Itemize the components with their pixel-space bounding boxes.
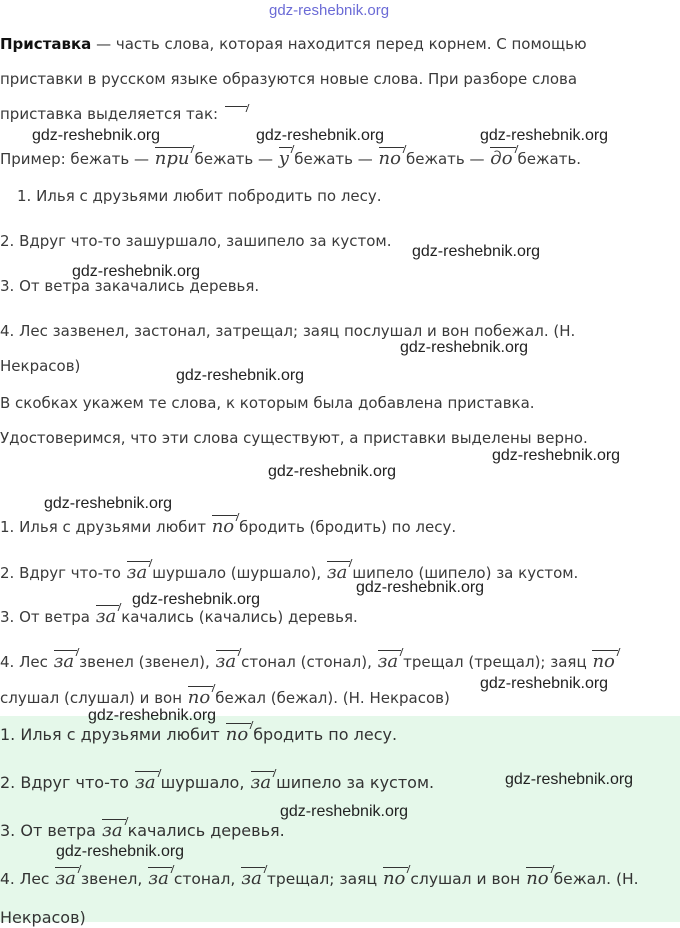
prefix: до <box>489 149 516 169</box>
intro-text-3: приставка выделяется так: <box>0 105 219 123</box>
text: звенел (звенел), <box>79 653 215 671</box>
intro-line-1 <box>0 34 587 54</box>
example-word: бежать. <box>517 150 582 168</box>
text: 4. Лес <box>0 870 55 888</box>
task-sentence-4: 4. Лес зазвенел, застонал, затрещал; заяц послушал и вон побежал. (Н. <box>0 322 576 340</box>
prefix: у <box>278 149 293 169</box>
final-sentence-2 <box>0 773 434 793</box>
example-line <box>0 149 581 169</box>
watermark: gdz-reshebnik.org <box>132 591 261 608</box>
watermark[interactable]: gdz-reshebnik.org <box>269 2 390 19</box>
text: 1. Илья с друзьями любит <box>0 518 211 536</box>
prefix: за <box>101 821 127 841</box>
explanation-line-1: В скобках укажем те слова, к которым была добавлена приставка. <box>0 394 535 412</box>
prefix: за <box>215 652 241 672</box>
text: слушал (слушал) и вон <box>0 689 187 707</box>
prefix: по <box>225 725 252 745</box>
text: стонал (стонал), <box>241 653 377 671</box>
final-sentence-3 <box>0 821 285 841</box>
prefix: за <box>250 773 276 793</box>
answer-sentence-4-cont <box>0 688 450 708</box>
prefix: за <box>240 869 266 889</box>
watermark: gdz-reshebnik.org <box>56 843 185 860</box>
prefix: по <box>591 652 618 672</box>
final-sentence-4 <box>0 869 639 889</box>
text: бежал (бежал). (Н. Некрасов) <box>215 689 450 707</box>
prefix: за <box>54 869 80 889</box>
prefix: по <box>211 517 238 537</box>
intro-line-3 <box>0 104 249 124</box>
text: шипело за кустом. <box>276 773 435 792</box>
final-sentence-4-cont: Некрасов) <box>0 908 86 927</box>
intro-line-2: приставки в русском языке образуются новые слова. При разборе слова <box>0 70 578 88</box>
watermark: gdz-reshebnik.org <box>280 803 409 820</box>
prefix: за <box>95 607 121 627</box>
prefix-mark-icon <box>223 104 249 118</box>
example-word: бежать — <box>194 150 278 168</box>
answer-sentence-3 <box>0 607 358 627</box>
watermark: gdz-reshebnik.org <box>32 127 161 144</box>
watermark: gdz-reshebnik.org <box>412 243 541 260</box>
answer-sentence-1 <box>0 517 456 537</box>
answer-sentence-4 <box>0 652 620 672</box>
prefix: по <box>187 688 214 708</box>
text: шуршало, <box>160 773 250 792</box>
intro-text: — часть слова, которая находится перед корнем. С помощью <box>91 35 587 53</box>
prefix: за <box>126 563 152 583</box>
text: 2. Вдруг что-то <box>0 564 126 582</box>
watermark: gdz-reshebnik.org <box>88 707 217 724</box>
watermark: gdz-reshebnik.org <box>400 339 529 356</box>
text: бродить (бродить) по лесу. <box>239 518 457 536</box>
text: стонал, <box>173 870 241 888</box>
watermark: gdz-reshebnik.org <box>480 675 609 692</box>
prefix: по <box>378 149 405 169</box>
text: 3. От ветра <box>0 821 101 840</box>
text: 3. От ветра <box>0 608 95 626</box>
explanation-line-2: Удостоверимся, что эти слова существуют, а приставки выделены верно. <box>0 429 588 447</box>
text: шипело (шипело) за кустом. <box>352 564 579 582</box>
prefix: за <box>326 563 352 583</box>
prefix: при <box>154 149 194 169</box>
task-sentence-2: 2. Вдруг что-то зашуршало, зашипело за кустом. <box>0 232 392 250</box>
watermark: gdz-reshebnik.org <box>356 579 485 596</box>
text: качались (качались) деревья. <box>121 608 358 626</box>
text: слушал и вон <box>410 870 526 888</box>
watermark: gdz-reshebnik.org <box>44 495 173 512</box>
watermark: gdz-reshebnik.org <box>505 771 634 788</box>
text: звенел, <box>80 870 148 888</box>
task-sentence-3: 3. От ветра закачались деревья. <box>0 277 260 295</box>
task-sentence-1: 1. Илья с друзьями любит побродить по лесу. <box>17 187 382 205</box>
text: трещал; заяц <box>266 870 382 888</box>
prefix: за <box>134 773 160 793</box>
prefix: по <box>382 869 409 889</box>
example-word: бежать — <box>405 150 490 168</box>
watermark: gdz-reshebnik.org <box>268 463 397 480</box>
example-word: бежать — <box>294 150 378 168</box>
task-sentence-4-cont: Некрасов) <box>0 357 81 375</box>
prefix: за <box>147 869 173 889</box>
text: 4. Лес <box>0 653 53 671</box>
text: шуршало (шуршало), <box>152 564 326 582</box>
text: бежал. (Н. <box>553 870 639 888</box>
term-prefix: Приставка <box>0 35 92 53</box>
prefix: за <box>53 652 79 672</box>
prefix: по <box>525 869 552 889</box>
example-label: Пример: бежать — <box>0 150 154 168</box>
answer-sentence-2 <box>0 563 578 583</box>
text: бродить по лесу. <box>253 725 398 744</box>
watermark: gdz-reshebnik.org <box>256 127 385 144</box>
text: 2. Вдруг что-то <box>0 773 135 792</box>
text: 1. Илья с друзьями любит <box>0 725 225 744</box>
text: качались деревья. <box>127 821 285 840</box>
final-sentence-1 <box>0 725 397 745</box>
text: трещал (трещал); заяц <box>403 653 592 671</box>
watermark: gdz-reshebnik.org <box>492 447 621 464</box>
watermark: gdz-reshebnik.org <box>480 127 609 144</box>
watermark: gdz-reshebnik.org <box>176 367 305 384</box>
prefix: за <box>377 652 403 672</box>
watermark: gdz-reshebnik.org <box>72 263 201 280</box>
